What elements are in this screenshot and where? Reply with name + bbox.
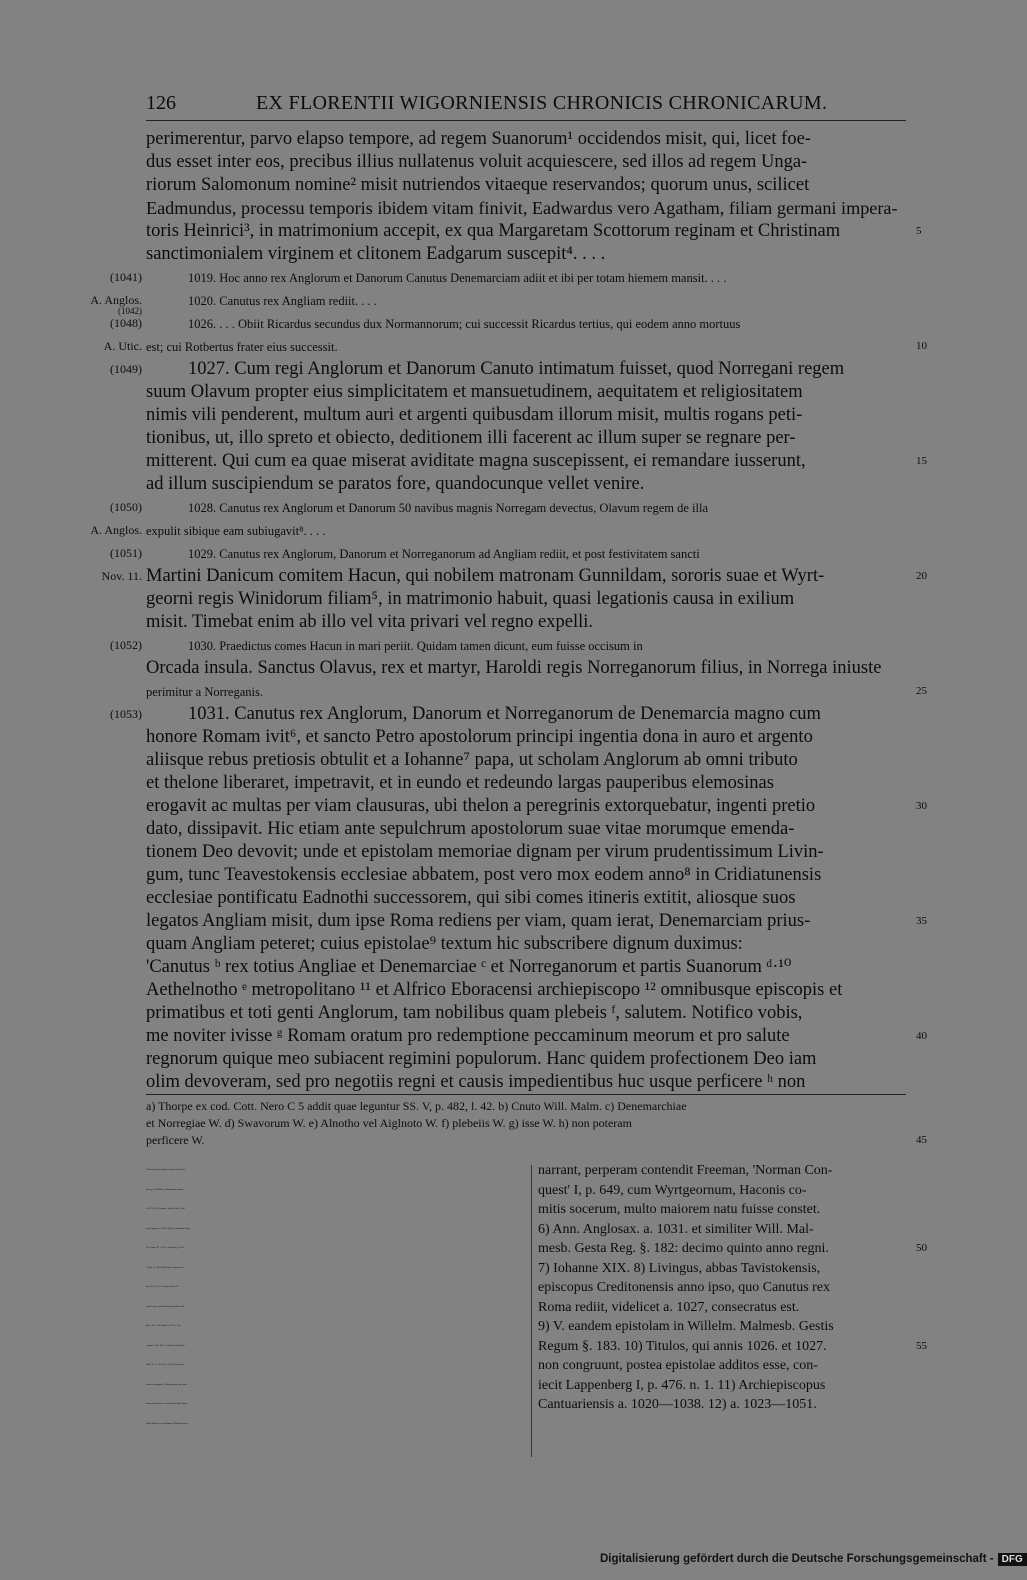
- footnotes-right-column: [538, 1161, 927, 1415]
- text-line: [146, 450, 927, 473]
- line-number: 20: [916, 570, 927, 582]
- line-text: 1019. Hoc anno rex Anglorum et Danorum Canutus Denemarciam adiit et ibi per totam hiemem mansit. . . .: [188, 271, 727, 285]
- line-text: perimitur a Norreganis.: [146, 685, 263, 699]
- margin-year: (1041): [110, 270, 142, 284]
- footnote-line: 1) Olavum, postea sanctum, fratrem uterinum Ka-: [146, 1169, 186, 1171]
- running-title: EX FLORENTII WIGORNIENSIS CHRONICIS CHRONICARUM.: [256, 92, 828, 114]
- text-line: [146, 1048, 908, 1071]
- text-line: [103, 335, 927, 358]
- text-line: [146, 128, 908, 151]
- line-text: erogavit ac multas per viam clausuras, ubi thelon a peregrinis extorquebatur, ingenti pretio: [146, 796, 816, 816]
- line-text: Orcada insula. Sanctus Olavus, rex et martyr, Haroldi regis Norreganorum filius, in Norrega iniuste: [146, 658, 882, 678]
- line-number: 50: [916, 1242, 927, 1254]
- line-text: 1026. . . . Obiit Ricardus secundus dux Normannorum; cui successit Ricardus tertius, qui eodem anno mortuus: [188, 317, 741, 331]
- line-text: primatibus et toti genti Anglorum, tam nobilibus quam plebeis ᶠ, salutem. Notifico vobis,: [146, 1003, 803, 1023]
- text-line: [146, 611, 908, 634]
- credit-text: Digitalisierung gefördert durch die Deutsche Forschungsgemeinschaft -: [600, 1553, 994, 1565]
- line-text: Martini Danicum comitem Hacun, qui nobilem matronam Gunnildam, sororis suae et Wyrt-: [146, 566, 825, 586]
- text-line: [146, 680, 927, 703]
- text-line: [146, 979, 908, 1002]
- text-line: [146, 956, 908, 979]
- text-line: [90, 289, 908, 316]
- text-line: [110, 266, 908, 289]
- line-number: 35: [916, 915, 927, 927]
- line-text: Aethelnotho ᵉ metropolitano ¹¹ et Alfrico Eboracensi archiepiscopo ¹² omnibusque episcopis et: [146, 980, 843, 1000]
- text-line: [146, 657, 908, 680]
- footnote-text: Regum §. 183. 10) Titulos, qui annis 1026. et 1027.: [538, 1338, 827, 1354]
- line-text: suum Olavum propter eius simplicitatem et mansuetudinem, aequitatem et religiositatem: [146, 382, 803, 402]
- line-text: ecclesiae pontificatu Eadnothi successorem, qui sibi comes itineris extitit, aliosque suos: [146, 888, 796, 908]
- text-line: [146, 933, 908, 956]
- margin-year: A. Anglos.: [90, 293, 142, 307]
- footnote-line: rentii Geneal. regum West-Saxonum, Mon. Hist.: [146, 1305, 185, 1308]
- footnote-line: [538, 1181, 908, 1201]
- line-number: 25: [916, 685, 927, 697]
- footnote-line: [538, 1161, 908, 1181]
- text-line: [146, 243, 908, 266]
- line-text: legatos Angliam misit, dum ipse Roma rediens per viam, quam ierat, Denemarciam prius-: [146, 911, 811, 931]
- text-line: [146, 864, 908, 887]
- line-number: 55: [916, 1339, 927, 1352]
- text-line: [146, 726, 908, 749]
- line-text: dus esset inter eos, precibus illius nullatenus voluit acquiescere, sed illos ad regem Unga-: [146, 152, 808, 172]
- footnote-text: Roma rediit, videlicet a. 1027, consecratus est.: [538, 1299, 800, 1315]
- footnote-line: [538, 1220, 908, 1240]
- margin-year: (1052): [110, 638, 142, 652]
- footnote-text: iecit Lappenberg I, p. 476. n. 1. 11) Archiepiscopus: [538, 1377, 826, 1393]
- line-text: aliisque rebus pretiosis obtulit et a Iohanne⁷ papa, ut scholam Anglorum ab omni tributo: [146, 750, 798, 770]
- text-line: [110, 312, 908, 335]
- line-text: georni regis Winidorum filiam⁵, in matrimonio habuit, quasi legationis causa in exilium: [146, 589, 795, 609]
- running-header: [146, 92, 906, 122]
- digitization-credit: [600, 1553, 1027, 1566]
- apparatus-text: a) Thorpe ex cod. Cott. Nero C 5 addit quae leguntur SS. V, p. 482, l. 42. b) Cnuto Will. Malm. c) Denemarchiae: [146, 1099, 687, 1113]
- text-line: [90, 519, 908, 542]
- line-number: 40: [916, 1030, 927, 1042]
- line-text: riorum Salomonum nomine² misit nutriendos vitaeque reservandos; quorum unus, scilicet: [146, 175, 810, 195]
- footnote-line: [538, 1239, 927, 1259]
- text-line: [146, 772, 908, 795]
- text-line: [146, 404, 908, 427]
- footnote-line: [538, 1337, 927, 1357]
- line-text: dato, dissipavit. Hic etiam ante sepulchrum apostolorum suae vitae morumque emenda-: [146, 819, 795, 839]
- line-number: 10: [916, 340, 927, 352]
- line-text: me noviter ivisse ᵍ Romam oratum pro redemptione peccaminum meorum et pro salute: [146, 1026, 790, 1046]
- footnote-line: quest' I, p. 455. 4) V. eadem verba in Flo-: [146, 1286, 179, 1288]
- line-text: Eadmundus, processu temporis ibidem vitam finivit, Eadwardus vero Agatham, filiam germani impera-: [146, 198, 898, 218]
- line-number: 45: [916, 1134, 927, 1146]
- footnote-line: [538, 1376, 908, 1396]
- footnote-line: 'H. af Danm.' III, p. 726; v. Lappenberg, 'Gesch.: [146, 1247, 185, 1249]
- footnote-text: 6) Ann. Anglosax. a. 1031. et similiter Will. Mal-: [538, 1221, 814, 1237]
- footnote-line: [538, 1200, 908, 1220]
- text-line: [146, 381, 908, 404]
- footnote-line: Anglosax. 1057. 1067. et Adami Gesta Hammab.: [146, 1344, 186, 1347]
- line-number: 5: [916, 225, 922, 237]
- line-text: regnorum quique meo subiacent regimini populorum. Hanc quidem profectionem Deo iam: [146, 1049, 817, 1069]
- line-text: perimerentur, parvo elapso tempore, ad regem Suanorum¹ occidendos misit, qui, licet foe-: [146, 129, 811, 149]
- footnote-line: [538, 1298, 908, 1318]
- line-text: quam Angliam peteret; cuius epistolae⁹ textum hic subscribere dignum duximus:: [146, 934, 743, 954]
- footnote-line: filium Abodriti, de quo Adamus et Helmoldus multa: [146, 1422, 188, 1425]
- apparatus-line: [146, 1132, 927, 1149]
- line-text: 1030. Praedictus comes Hacun in mari periit. Quidam tamen dicunt, eum fuisse occisum in: [188, 639, 643, 653]
- line-text: toris Heinrici³, in matrimonium accepit, ex qua Margaretam Scottorum reginam et Christinam: [146, 221, 841, 241]
- margin-year: (1048): [110, 316, 142, 330]
- line-text: misit. Timebat enim ab illo vel vita privari vel regno expelli.: [146, 612, 594, 632]
- line-text: est; cui Rotbertus frater eius successit.: [146, 340, 338, 354]
- text-line: [146, 818, 908, 841]
- text-line: [110, 542, 908, 565]
- text-line: [146, 910, 927, 933]
- text-line: [146, 887, 908, 910]
- line-text: et thelone liberaret, impetravit, et in eundo et redeundo largas pauperibus elemosinas: [146, 773, 774, 793]
- margin-year: (1049): [110, 362, 142, 376]
- footnote-text: quest' I, p. 649, cum Wyrtgeornum, Haconis co-: [538, 1182, 807, 1198]
- footnote-line: Brit. p. 642. et ed. Thorpe I, p. 275; cf. Ann.: [146, 1325, 182, 1327]
- text-line: [146, 841, 908, 864]
- apparatus-text: et Norregiae W. d) Swavorum W. e) Alnotho vel Aiglnoto W. f) plebeiis W. g) isse W. h) non poteram: [146, 1116, 632, 1130]
- text-line: [146, 1002, 908, 1025]
- footnote-line: [538, 1395, 908, 1415]
- line-text: 1029. Canutus rex Anglorum, Danorum et Norreganorum ad Angliam rediit, et post festivitatem sancti: [188, 547, 700, 561]
- footnotes-left-column: [146, 1161, 530, 1434]
- line-text: gum, tunc Teavestokensis ecclesiae abbatem, post vero mox eodem anno⁸ in Cridiatunensis: [146, 865, 822, 885]
- text-line: [146, 427, 908, 450]
- footnote-line: [538, 1317, 908, 1337]
- margin-year: (1053): [110, 707, 142, 721]
- apparatus-line: [146, 1098, 908, 1115]
- page-number: 126: [146, 92, 176, 114]
- footnote-text: episcopus Creditonensis anno ipso, quo Canutus rex: [538, 1280, 831, 1295]
- footnote-text: narrant, perperam contendit Freeman, 'Norman Con-: [538, 1163, 833, 1178]
- text-line: [146, 1071, 908, 1094]
- line-number: 15: [916, 455, 927, 467]
- footnote-line: [538, 1278, 908, 1298]
- line-text: ad illum suscipiendum se paratos fore, quandocunque vellet venire.: [146, 474, 645, 494]
- text-line: [146, 151, 908, 174]
- margin-year-sub: (1042): [118, 306, 142, 316]
- margin-year: A. Utic.: [103, 339, 142, 353]
- apparatus-text: perficere W.: [146, 1133, 205, 1147]
- line-text: tionem Deo devovit; unde et epistolam memoriae dignam per virum prudentissimum Livin-: [146, 842, 824, 862]
- footnote-line: a. 997 - 1038. 3) Brunonis, fratris Henrici II, epi-: [146, 1208, 185, 1210]
- apparatus-line: [146, 1115, 908, 1132]
- line-text: 1031. Canutus rex Anglorum, Danorum et Norreganorum de Denemarcia magno cum: [188, 704, 821, 724]
- margin-year: (1051): [110, 546, 142, 560]
- footnote-text: mesb. Gesta Reg. §. 182: decimo quinto anno regni.: [538, 1241, 829, 1256]
- footnote-line: [538, 1356, 908, 1376]
- text-line: [146, 795, 927, 818]
- text-line: [146, 174, 908, 197]
- line-number: 30: [916, 800, 927, 812]
- line-text: tionibus, ut, illo spreto et obiecto, deditionem illi facerent ac illum super se regnare per-: [146, 428, 796, 448]
- text-line: [110, 358, 908, 381]
- apparatus-rule: [146, 1094, 906, 1095]
- footnote-text: mitis socerum, multo maiorem natu fuisse constet.: [538, 1202, 821, 1217]
- footnote-text: Cantuariensis a. 1020—1038. 12) a. 1023—1051.: [538, 1397, 817, 1412]
- footnote-text: non congruunt, postea epistolae additos esse, con-: [538, 1358, 818, 1373]
- main-text: [90, 128, 927, 1094]
- footnote-text: 7) Iohanne XIX. 8) Livingus, abbas Tavistokensis,: [538, 1260, 821, 1276]
- line-text: nimis vili penderent, multum auri et argenti quibusdam illorum misit, multis rogans peti-: [146, 405, 803, 425]
- footnote-line: v. Engl.' I, p. 463. 464; Freeman, 'Norman Con-: [146, 1266, 184, 1269]
- text-line: [146, 1025, 927, 1048]
- line-text: 1028. Canutus rex Anglorum et Danorum 50 navibus magnis Norregam devectus, Olavum regem de illa: [188, 501, 709, 515]
- text-line: [101, 565, 927, 588]
- margin-year: (1050): [110, 500, 142, 514]
- footnote-line: dorum eundem fuisse ac Gotescalcum illum, Utonis: [146, 1403, 188, 1405]
- header-rule: [146, 120, 906, 121]
- text-line: [146, 749, 908, 772]
- footnote-line: [538, 1259, 908, 1279]
- footnote-line: Pontif. II, c. 51, SS. VII, p. 324: filii eius in Ruz-: [146, 1364, 185, 1366]
- line-text: mitterent. Qui cum ea quae miserat aviditate magna suscepissent, ei remandare iusserunt,: [146, 451, 806, 471]
- text-line: [110, 634, 908, 657]
- line-text: sanctimonialem virginem et clitonem Eadgarum suscepit⁴. . . .: [146, 244, 606, 264]
- footnote-line: ziam exilio dampnati. 5) Wyrtgeornum regem Wini-: [146, 1383, 188, 1386]
- margin-year: Nov. 11.: [101, 569, 142, 583]
- footnote-line: nuti regis. 2) Minime, sed Stephanum sanctum,: [146, 1188, 184, 1191]
- critical-apparatus: [146, 1098, 927, 1149]
- line-text: olim devoveram, sed pro negotiis regni et causis impedientibus huc usque perficere ʰ non: [146, 1072, 806, 1092]
- line-text: 1027. Cum regi Anglorum et Danorum Canuto intimatum fuisset, quod Norregani regem: [188, 359, 845, 379]
- dfg-logo: DFG: [998, 1553, 1027, 1566]
- text-line: [110, 703, 908, 726]
- line-text: honore Romam ivit⁶, et sancto Petro apostolorum principi ingentia dona in auro et argento: [146, 727, 813, 747]
- footnote-line: scopi Augustani, a. 1006—1029, ut suspicabatur Suhm,: [146, 1227, 191, 1230]
- footnote-text: 9) V. eandem epistolam in Willelm. Malmesb. Gestis: [538, 1319, 834, 1334]
- text-line: [146, 473, 908, 496]
- margin-year: A. Anglos.: [90, 523, 142, 537]
- line-text: 1020. Canutus rex Angliam rediit. . . .: [188, 294, 377, 308]
- text-line: [146, 220, 922, 243]
- line-text: 'Canutus ᵇ rex totius Angliae et Denemarciae ᶜ et Norreganorum et partis Suanorum ᵈ·¹⁰: [146, 957, 792, 977]
- text-line: [146, 197, 908, 220]
- text-line: [146, 588, 908, 611]
- text-line: [110, 496, 908, 519]
- line-text: expulit sibique eam subiugavit⁸. . . .: [146, 524, 326, 538]
- column-divider: [531, 1165, 532, 1457]
